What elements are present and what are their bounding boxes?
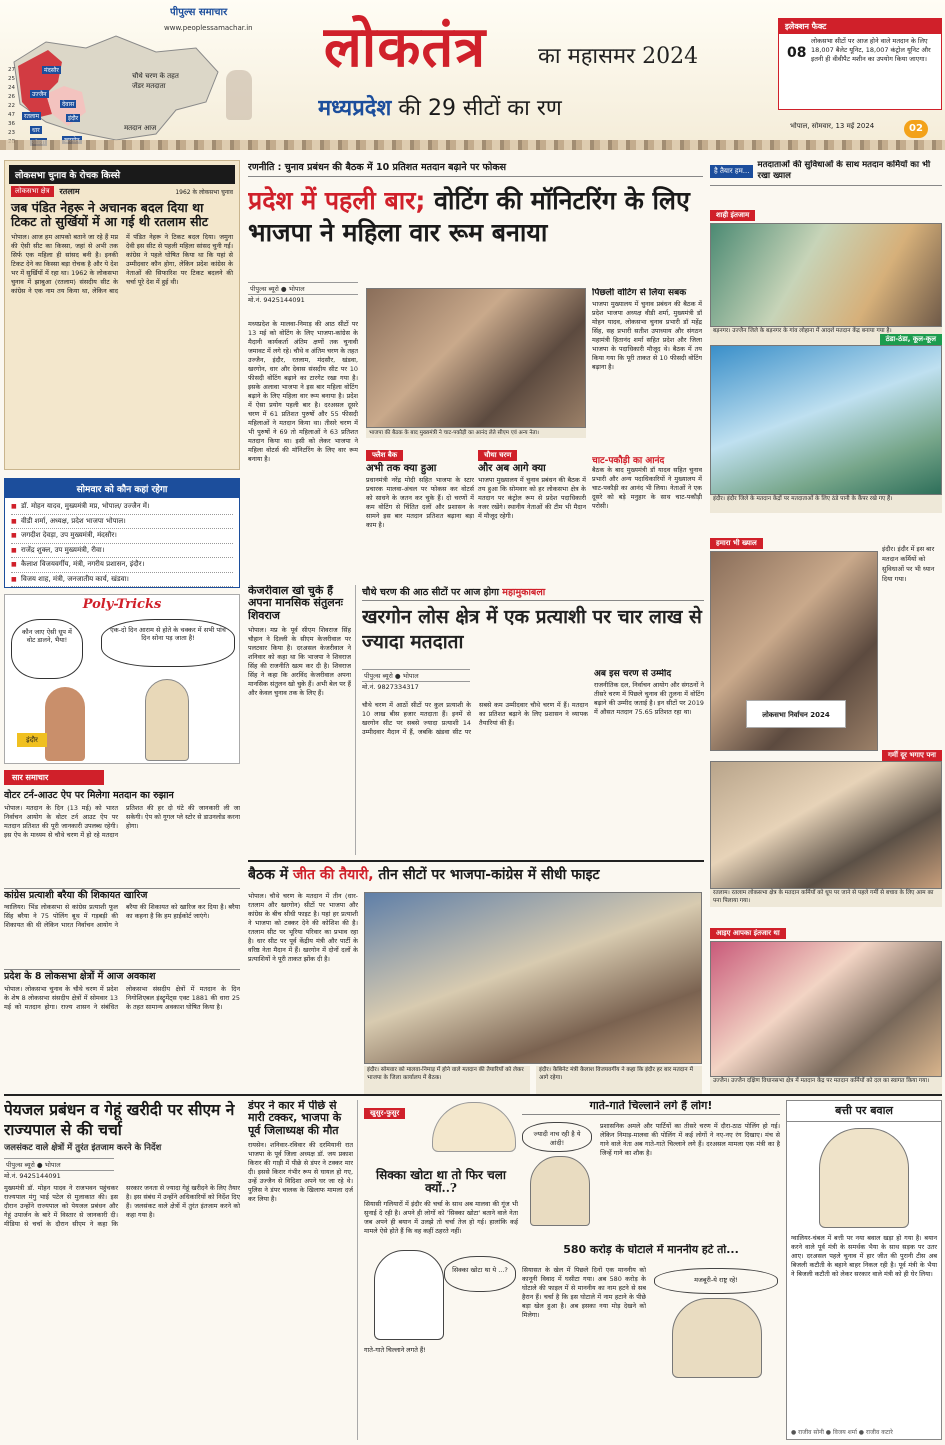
lead-right-body: भाजपा मुख्यालय में चुनाव प्रबंधन की बैठक में प्रदेश भाजपा अध्यक्ष वीडी शर्मा, मुख्यमंत्री डॉ मोहन यादव, लोकसभा चुनाव प्रभारी डॉ महेंद्र सिंह, सह प्रभारी सतीश उपाध्याय और संगठन महामंत्री हितानंद शर्मा सहित प्रदेश और जिला भाजपा के पदाधिकारी मौजूद थे। बैठक में तय किया गया कि पूरी ताकत से 10 फीसदी वोटिंग बढ़ाना है। xyxy=(592,300,702,372)
khargone-story xyxy=(362,585,704,855)
map-numbers xyxy=(8,66,22,146)
flash-back-title: अभी तक क्या हुआ xyxy=(366,463,437,474)
baithak-hl-red: जीत की तैयारी, xyxy=(293,867,374,883)
map-num: 36 xyxy=(8,121,15,127)
khargone-kicker-black: चौथे चरण की आठ सीटों पर आज होगा xyxy=(362,587,499,598)
dumper-headline: डंपर ने कार में पीछे से मारी टक्कर, भाजपा के पूर्व जिलाध्यक्ष की मौत xyxy=(248,1100,342,1137)
khargone-byline xyxy=(362,669,470,691)
lead-byline xyxy=(248,282,358,304)
right-section-tag: हमारा भी ख्याल xyxy=(710,538,763,549)
fourth-phase-body: भाजपा मुख्यालय में चुनाव प्रबंधन की बैठक में तय हुआ कि सोमवार को हर लोकसभा क्षेत्र के मतदान पर कंट्रोल रूम से प्रदेश पदाधिकारी नजर रखेंगे। स्थानीय नेताओं की टीम भी मैदान में मौजूद रहेगी। xyxy=(478,476,586,521)
election-banner: लोकसभा निर्वाचन 2024 xyxy=(746,700,846,728)
right-headline: मतदाताओं की सुविधाओं के साथ मतदान कर्मियों का भी रखा ख्याल xyxy=(757,160,931,181)
fourth-phase-tag: चौथा चरण xyxy=(478,450,517,461)
lead-kicker: रणनीति : चुनाव प्रबंधन की बैठक में 10 प्रतिशत मतदान बढ़ाने पर फोकस xyxy=(248,160,703,177)
rochak-seat: रतलाम xyxy=(59,187,80,196)
fourth-phase xyxy=(478,442,586,578)
khurfur-cartoon xyxy=(432,1102,516,1152)
khargone-phone: मो.नं. 9827334317 xyxy=(362,683,419,691)
baithak-headline xyxy=(248,862,704,888)
right-section-photo xyxy=(710,223,942,327)
rochak-sublabel: लोकसभा क्षेत्र xyxy=(11,186,54,197)
gaate-body: प्रशासनिक अमले और पार्टियों का तीसरे चरण में दौरा-ठाठ पोलिंग हो गई। लेकिन निमाड़-मालवा की पोलिंग में कई लोगों ने नए-नए रंग दिखाए। मंच से गाने वाले नेता अब गाते-गाते चिल्लाने लगे हैं। दरअसल मामला एक मंत्री का है जिन्हें गाने का शौक है। xyxy=(600,1122,780,1157)
election-fact-box xyxy=(778,18,942,110)
lead-story xyxy=(248,160,703,580)
saar-box xyxy=(4,770,240,1070)
right-section-photo xyxy=(710,941,942,1077)
strap-red: मध्यप्रदेश xyxy=(318,96,392,121)
saar-item-title: कांग्रेस प्रत्याशी बरैया की शिकायत खारिज xyxy=(4,889,148,901)
map-label-3: मतदान आज xyxy=(124,124,157,132)
khurfur-cartoon-face xyxy=(374,1250,444,1340)
district-dewas: देवास xyxy=(62,101,75,108)
khargone-body: चौथे चरण में आठों सीटों पर कुल प्रत्याशी के 10 लाख बीस हजार मतदाता हैं। इनमें से खरगोन सीट पर सबसे ज्यादा प्रत्याशी 14 उम्मीदवार मैदान में हैं, जबकि खंडवा सीट पर सबसे कम उम्मीदवार चौथे चरण में हैं। मतदान का प्रतिशत बढ़ाने के लिए प्रशासन ने व्यापक तैयारियां की हैं। xyxy=(362,701,588,736)
poly-tricks-header: Poly-Tricks xyxy=(82,597,162,612)
cartoon-bubble-1: कौन जाए ऐसी धूप में वोट डालने, भैया! xyxy=(11,619,83,679)
chaat-body: बैठक के बाद मुख्यमंत्री डॉ यादव सहित चुनाव प्रभारी और अन्य पदाधिकारियों ने मुख्यालय में चाट-पकौड़ी का आनंद भी लिया। नेताओं ने एक दूसरे को बड़े मनुहार के साथ चाट-पकौड़ी परोसी। xyxy=(592,466,702,511)
right-section xyxy=(710,530,942,751)
lead-right-col xyxy=(592,288,702,578)
right-section-caption: उज्जैन। उज्जैन दक्षिण विधानसभा क्षेत्र में मतदान केंद्र पर मतदान कर्मियों को दल का स्वागत किया गया। xyxy=(710,1077,942,1095)
rochak-year: 1962 के लोकसभा चुनाव xyxy=(175,188,233,196)
election-fact-label: इलेक्शन फैक्ट xyxy=(779,19,941,34)
poly-tricks-box xyxy=(4,594,240,764)
dumper-body: रायसेन। शनिवार-रविवार की दरमियानी रात भाजपा के पूर्व जिला अध्यक्ष डॉ. जय प्रकाश किरार की गाड़ी में पीछे से डंपर ने टक्कर मार दी। इससे किरार गंभीर रूप से घायल हो गए, उन्हें उज्जैन से विदिशा अपने घर जा रहे थे। पुलिस ने डंपर चालक के खिलाफ मामला दर्ज कर लिया है। xyxy=(248,1140,353,1203)
batti-cartoon xyxy=(819,1128,909,1228)
district-ratlam: रतलाम xyxy=(24,113,40,120)
lead-headline-red: प्रदेश में पहली बार; xyxy=(248,186,426,215)
ghotala-cartoon xyxy=(672,1298,762,1378)
ghotala-cartoon-bubble: मजबूरी-ये राष्ट्र रहे! xyxy=(654,1268,778,1294)
right-section-tag: ठंडा-ठंडा, कूल-कूल xyxy=(880,334,942,345)
batti-story xyxy=(786,1100,942,1440)
batti-body: ग्वालियर-चंबल में बत्ती पर नया बवाल खड़ा हो गया है। बयान करने वाले पूर्व मंत्री के समर्थक भैया के साथ सड़क पर उतर आए। दरअसल पहले चुनाव में हार जीत की पुरानी टीस अब बिजली कटौती के बहाने बाहर निकल रही है। पूर्व मंत्री के भैया ने बिजली कटौती को लेकर सरकार वाले मंत्री को ही घेर लिया। xyxy=(791,1234,937,1279)
rochak-header: लोकसभा चुनाव के रोचक किस्से xyxy=(9,165,235,184)
map-num: 25 xyxy=(8,76,15,82)
peyjal-phone: मो.नं. 9425144091 xyxy=(4,1171,61,1180)
baithak-hl-black2: तीन सीटों पर भाजपा-कांग्रेस में सीधी फाइट xyxy=(378,867,600,883)
list-item: ■ वीडी शर्मा, अध्यक्ष, प्रदेश भाजपा भोपाल। xyxy=(11,515,233,530)
map-label-1: चौथे चरण के तहत xyxy=(132,72,179,80)
map-num: 22 xyxy=(8,103,15,109)
ghotala-headline: 580 करोड़ के घोटाले में माननीय हटे तो... xyxy=(563,1244,739,1256)
gaate-cartoon-bubble: ज्यादी नाच रही है ये आंदी! xyxy=(522,1122,592,1152)
right-section-caption: इंदौर। इंदौर जिले के मतदान केंद्रों पर मतदाताओं के लिए ठंडे पानी के कैंपर रखे गए हैं। xyxy=(710,495,942,513)
lead-photo xyxy=(366,288,586,428)
list-item: ■ राजेंद्र शुक्ल, उप मुख्यमंत्री, रीवा। xyxy=(11,544,233,559)
lead-byline-text: पीपुल्स ब्यूरो ● भोपाल xyxy=(248,282,358,295)
khargone-headline: खरगोन लोस क्षेत्र में एक प्रत्याशी पर चार लाख से ज्यादा मतदाता xyxy=(362,606,702,653)
ghotala-story xyxy=(522,1244,780,1440)
khurfur-story xyxy=(364,1100,518,1440)
right-section-photo xyxy=(710,761,942,889)
peyjal-body: मुख्यमंत्री डॉ. मोहन यादव ने राजभवन पहुंचकर राज्यपाल मंगु भाई पटेल से मुलाकात की। इस दौरान उन्होंने राज्यपाल को पेयजल प्रबंधन और गेहूं उपार्जन के बारे में विस्तार से जानकारी दी। मीडिया से चर्चा के दौरान सीएम ने कहा कि सरकार जनता से ज्यादा गेहूं खरीदने के लिए तैयार है। इस संबंध में उन्होंने अधिकारियों को निर्देश दिए हैं। जलसंकट वाले क्षेत्रों में तुरंत इंतजाम करने को कहा गया है। xyxy=(4,1183,240,1228)
khurfur-cartoon-bubble: सिक्का खोटा था ये ...? xyxy=(444,1256,516,1292)
list-item: ■ कैलाश विजयवर्गीय, मंत्री, नगरीय प्रशासन, इंदौर। xyxy=(11,558,233,573)
right-section-tag: शाही इंतजाम xyxy=(710,210,755,221)
map-label-2: जेंडर मतदाता xyxy=(132,82,166,90)
cartoon-man-1 xyxy=(45,687,85,761)
lead-photo-caption: भाजपा की बैठक के बाद मुख्यमंत्री ने चाट-पकौड़ी का आनंद लेते सीएम एवं अन्य नेता। xyxy=(366,428,586,438)
cartoon-man-2 xyxy=(145,679,189,761)
masthead-subtitle: का महासमर 2024 xyxy=(538,44,699,69)
kejriwal-headline: केजरीवाल खो चुके हैं अपना मानसिक संतुलनः शिवराज xyxy=(248,585,344,622)
right-section-caption: बड़नगर। उज्जैन जिले के बड़नगर के गांव लोहाना में आदर्श मतदान केंद्र बनाया गया है। xyxy=(710,327,942,345)
who-where-header: सोमवार को कौन कहां रहेगा xyxy=(5,479,239,498)
peyjal-byline: पीपुल्स ब्यूरो ● भोपाल xyxy=(4,1158,114,1171)
masthead-title: लोकतंत्र xyxy=(323,15,487,80)
district-mandsaur: मंदसौर xyxy=(44,67,59,74)
map-district-box xyxy=(22,62,97,147)
district-indore: इंदौर xyxy=(68,115,79,122)
who-where-list xyxy=(5,498,239,588)
gaate-headline: गाते-गाते चिल्लाने लगे हैं लोग! xyxy=(522,1100,780,1115)
khargone-side-body: राजनीतिक दल, निर्वाचन आयोग और संगठनों ने तीसरे चरण में पिछले चुनाव की तुलना में वोटिंग बढ़ाने की उम्मीद जताई है। इन सीटों पर 2019 में औसत मतदान 75.65 प्रतिशत रहा था। xyxy=(594,681,704,717)
kejriwal-body: भोपाल। मप्र के पूर्व सीएम शिवराज सिंह चौहान ने दिल्ली के सीएम केजरीवाल पर पलटवार किया है। दरअसल केजरीवाल ने शनिवार को कहा था कि भाजपा ने शिवराज सिंह की राजनीति खत्म कर दी है। शिवराज सिंह ने कहा कि अरविंद केजरीवाल अपना मानसिक संतुलन खो चुके हैं। अभी बेल पर हैं और केवल चुनाव तक के लिए हैं। xyxy=(248,625,351,697)
saar-item xyxy=(4,888,240,966)
khargone-side-title: अब इस चरण से उम्मीद xyxy=(594,669,672,679)
saar-item-title: प्रदेश के 8 लोकसभा क्षेत्रों में आज अवकाश xyxy=(4,971,156,983)
saar-item xyxy=(4,789,240,884)
right-section xyxy=(710,750,942,907)
masthead xyxy=(0,0,945,150)
baithak-story xyxy=(248,860,704,1095)
batti-credit: ● राजीव सोनी ● विजय शर्मा ● राजीव कटारे xyxy=(791,1429,893,1436)
lead-right-title: पिछली वोटिंग से लिया सबक xyxy=(592,288,687,298)
map-num: 27 xyxy=(8,67,15,73)
peyjal-sub: जलसंकट वाले क्षेत्रों में तुरंत इंतजाम करने के निर्देश xyxy=(4,1143,162,1153)
flash-back-body: प्रधानमंत्री नरेंद्र मोदी सहित भाजपा के स्टार प्रचारक मालवा-अंचल पर फोकस कर वोटर्स को साधने के जतन कर चुके हैं। दो चरणों में कम वोटिंग से चिंतित दलों और प्रशासन के सामने इस बार मतदान प्रतिशत बढ़ाना बड़ा काम है। xyxy=(366,476,474,530)
right-header xyxy=(710,160,942,186)
saar-item-body: भोपाल। मतदान के दिन (13 मई) को भारत निर्वाचन आयोग के वोटर टर्न आउट ऐप पर मतदान प्रतिशत की पूरी जानकारी उपलब्ध रहेगी। इस ऐप के माध्यम से चौथे चरण में हो रहे मतदान प्रतिशत की हर दो घंटे की जानकारी ली जा सकेगी। ऐप को गूगल प्ले स्टोर से डाउनलोड करना होगा। xyxy=(4,803,240,839)
baithak-caption-2: इंदौर। कैबिनेट मंत्री कैलाश विजयवर्गीय ने कहा कि इंदौर हर बार मतदान में आगे रहेगा। xyxy=(536,1066,702,1094)
cartoon-bubble-2: एक-दो दिन आराम से होते के चक्कर में सभी पांच दिन सोना पड़ जाता है! xyxy=(101,619,235,667)
rochak-box xyxy=(4,160,240,470)
map-num: 23 xyxy=(8,130,15,136)
saar-item-body: भोपाल। लोकसभा चुनाव के चौथे चरण में प्रदेश के शेष 8 लोकसभा संसदीय क्षेत्रों में सोमवार 13 मई को मतदान होगा। राज्य शासन ने संबंधित लोकसभा संसदीय क्षेत्रों में मतदान के दिन निगोशिएबल इंस्ट्रूमेंट्स एक्ट 1881 की धारा 25 के तहत सामान्य अवकाश घोषित किया है। xyxy=(4,984,240,1011)
right-section xyxy=(710,334,942,513)
peyjal-story xyxy=(4,1100,240,1440)
khargone-kicker xyxy=(362,585,704,601)
paper-url: www.peoplessamachar.in xyxy=(164,24,253,32)
lead-headline-rest: वोटिंग की मॉनिटरिंग के लिए भाजपा ने महिला वार रूम बनाया xyxy=(248,186,690,247)
right-section-caption: रतलाम। रतलाम लोकसभा क्षेत्र के मतदान कर्मियों को धूप पर जाने से पहले गर्मी से बचाव के लिए आम का पना पिलाया गया। xyxy=(710,889,942,907)
district-ujjain: उज्जैन xyxy=(32,91,47,98)
fourth-phase-title: और अब आगे क्या xyxy=(478,463,546,474)
gaate-story xyxy=(522,1100,780,1240)
flash-back xyxy=(366,442,474,578)
flash-back-tag: फ्लैश बैक xyxy=(366,450,403,461)
khurfur-body-2: गाते-गाते चिल्लाने लगते हैं! xyxy=(364,1346,426,1354)
voter-hand-icon xyxy=(226,70,252,120)
masthead-bottom-strip xyxy=(0,140,945,150)
masthead-strap xyxy=(318,94,758,124)
gaate-cartoon xyxy=(530,1156,590,1226)
dumper-story xyxy=(248,1100,358,1440)
page-number: 02 xyxy=(904,120,928,138)
ghotala-body: सियासत के खेल में पिछले दिनों एक माननीय को कानूनी विवाद में घसीटा गया। अब 580 करोड़ के घोटाले की फाइल में से माननीय का नाम हटने से सब हैरान हैं। चर्चा है कि इस घोटाले में नाम हटाने के पीछे बड़ा खेल हुआ है। अब इसका नया मोड़ देखने को मिलेगा। xyxy=(522,1266,646,1319)
fold-rule xyxy=(4,1094,942,1096)
map-num: 47 xyxy=(8,112,15,118)
rochak-body: भोपाल। आज हम आपको बताने जा रहे हैं मप्र की ऐसी सीट का किस्सा, जहां से अभी तक सिर्फ एक महिला ही सांसद बनी है। इनकी टिकट देने का किस्सा बड़ा रोचक है और ये देश भर में सुर्खियों में रहा था। 1962 के लोकसभा चुनाव में झाबुआ (रतलाम) संसदीय सीट के कांग्रेस ने एक नाम तय किया था, लेकिन बाद में पंडित नेहरू ने टिकट बदल दिया। जमुना देवी इस सीट से पहली महिला सांसद चुनी गईं। कांग्रेस ने पहले घोषित किया था कि यहां से उम्मीदवार कौन होगा, लेकिन प्रदेश कांग्रेस के नेताओं की सिफारिश पर टिकट बदलने की चर्चा पूरे देश में हुई थी। xyxy=(11,233,233,295)
list-item: ■ डॉ. मोहन यादव, मुख्यमंत्री मप्र, भोपाल/ उज्जैन में। xyxy=(11,500,233,515)
khurfur-headline: सिक्का खोटा था तो फिर चला क्यों..? xyxy=(376,1168,506,1196)
kejriwal-story xyxy=(248,585,356,855)
baithak-photo xyxy=(364,892,702,1064)
right-section-photo xyxy=(710,345,942,495)
saar-item xyxy=(4,969,240,1063)
khargone-byline-text: पीपुल्स ब्यूरो ● भोपाल xyxy=(362,669,470,682)
khargone-kicker-red: महामुकाबला xyxy=(502,587,546,598)
baithak-hl-black1: बैठक में xyxy=(248,867,289,883)
chaat-title: चाट-पकौड़ी का आनंद xyxy=(592,456,665,467)
peyjal-headline: पेयजल प्रबंधन व गेहूं खरीदी पर सीएम ने राज्यपाल से की चर्चा xyxy=(4,1100,235,1139)
lead-body: मध्यप्रदेश के मालवा-निमाड़ की आठ सीटों पर 13 मई को वोटिंग के लिए भाजपा-कांग्रेस के मैदानी कार्यकर्ता अंतिम क्षणों तक चुनावी जमावट में लगे रहे। चौथे व अंतिम चरण के तहत उज्जैन, इंदौर, रतलाम, मंदसौर, खंडवा, खरगोन, धार और देवास संसदीय सीट पर 10 फीसदी वोटिंग बढ़ाने का टारगेट रखा गया है। इसके अलावा भाजपा ने इस बार महिला वोटिंग बढ़ाने के लिए महिला वार रूम बनाया है। प्रदेश में ऐसा प्रयोग पहली बार है। दरअसल दूसरे चरण में 61 प्रतिशत पुरुषों और 55 फीसदी महिलाओं ने मतदान किया था। तीसरे चरण में भी पुरुषों ने 69 तो महिलाओं ने 63 प्रतिशत मतदान किया था। इसी को लेकर भाजपा ने महिला वोटर्स की मॉनिटरिंग के लिए वार रूम बनाया है। xyxy=(248,320,358,463)
saar-item-title: वोटर टर्न-आउट ऐप पर मिलेगा मतदान का रुझान xyxy=(4,790,174,801)
saar-header: सार समाचार xyxy=(4,770,104,785)
batti-headline: बत्ती पर बवाल xyxy=(787,1101,941,1122)
right-section-tag: आइए आपका इंतजार था xyxy=(710,928,786,939)
baithak-caption-1: इंदौर। सोमवार को मालवा-निमाड़ में होने वाले मतदान की तैयारियों को लेकर भाजपा के जिला कार्यालय में बैठक। xyxy=(364,1066,530,1094)
list-item: ■ विजय शाह, मंत्री, जनजातीय कार्य, खंडवा। xyxy=(11,573,233,588)
map-num: 26 xyxy=(8,94,15,100)
right-section-caption: इंदौर। इंदौर में इस बार मतदान कर्मियों को सुविधाओं पर भी ध्यान दिया गया। xyxy=(882,545,935,583)
right-section-tag: गर्मी दूर भगाए पना xyxy=(882,750,942,761)
issue-date: भोपाल, सोमवार, 13 मई 2024 xyxy=(790,122,875,130)
who-where-box xyxy=(4,478,240,588)
khurfur-tag: खुसुर-फुसुर xyxy=(364,1108,405,1119)
strap-rest: की 29 सीटों का रण xyxy=(398,96,562,121)
lead-phone: मो.नं. 9425144091 xyxy=(248,296,305,304)
baithak-body: भोपाल। चौथे चरण के मतदान में तीन (धार-रतलाम और खरगोन) सीटों पर भाजपा और कांग्रेस के बीच सीधी फाइट है। यहां हर प्रत्याशी ने भाजपा को टक्कर देने की कोशिश की है। रतलाम सीट पर भूरिया परिवार का प्रभाव रहा है। धार सीट पर पूर्व केंद्रीय मंत्री और पार्टी के वरिष्ठ नेता मैदान में हैं। खरगोन में दोनों दलों के प्रत्याशियों ने पूरी ताकत झोंक दी है। xyxy=(248,892,358,963)
election-fact-num: 08 xyxy=(787,45,807,61)
rochak-labels xyxy=(5,186,239,197)
district-dhar: धार xyxy=(32,127,40,134)
right-section xyxy=(710,202,942,345)
map-num: 24 xyxy=(8,85,15,91)
right-column xyxy=(710,160,942,1095)
cartoon-sign: इंदौर xyxy=(17,733,47,747)
saar-item-body: ग्वालियर। भिंड लोकसभा से कांग्रेस प्रत्याशी फूल सिंह बरैया ने 75 पोलिंग बूथ में गड़बड़ी की शिकायत की थी लेकिन भारत निर्वाचन आयोग ने बरैया की शिकायत को खारिज कर दिया है। बरैया का कहना है कि हम हाईकोर्ट जाएंगे। xyxy=(4,903,240,930)
right-label: है तैयार हम... xyxy=(710,165,753,178)
election-fact-text: लोकसभा सीटों पर आज होने वाले मतदान के लिए 18,007 बैलेट यूनिट, 18,007 कंट्रोल यूनिट और इतनी ही वीवीपैट मशीन का उपयोग किया जाएगा। xyxy=(811,37,931,63)
khurfur-body: सियासी गलियारों में इंदौर की चर्चा के साथ अब मालवा की गूंज भी सुनाई दे रही है। अपने ही लोगों को 'सिक्का खोटा' बताने वाले नेता जब अपने ही बयान में उलझे तो चर्चा तेज हो गई। हालांकि कई मामले ऐसे होते हैं कि वह कहीं ठहरते नहीं। xyxy=(364,1199,518,1235)
right-section xyxy=(710,920,942,1095)
paper-name: पीपुल्स समाचार xyxy=(170,7,228,18)
rochak-headline: जब पंडित नेहरू ने अचानक बदल दिया था टिकट तो सुर्खियों में आ गई थी रतलाम सीट xyxy=(11,200,209,229)
list-item: ■ जगदीश देवड़ा, उप मुख्यमंत्री, मंदसौर। xyxy=(11,529,233,544)
lead-headline xyxy=(248,185,703,249)
khargone-side xyxy=(594,669,704,851)
